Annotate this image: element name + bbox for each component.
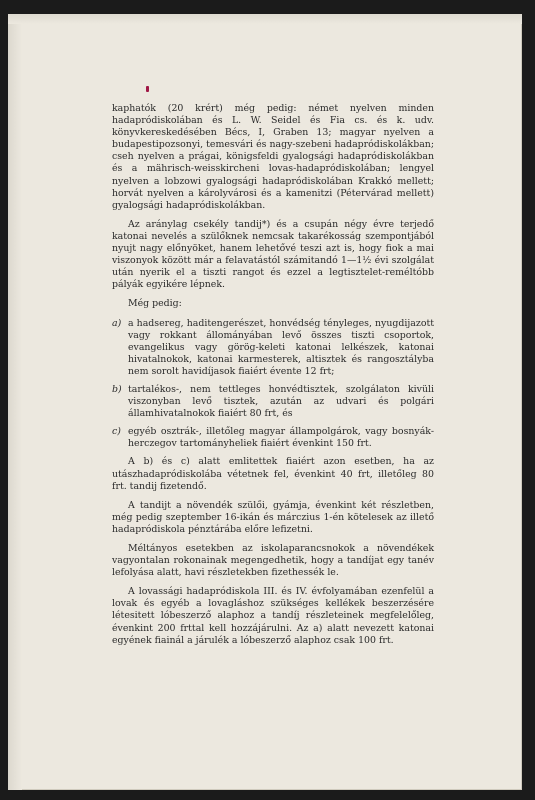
meg-pedig-heading: Még pedig: <box>128 298 182 310</box>
paragraph-6: A lovassági hadapródiskola III. és IV. évfolyamában ezenfelül a lovak és egyéb a lovagláshoz szükséges kellékek beszerzésére létesitett lóbeszerző alaphoz a tandíj részleteinek megfelelőleg, évenkint 200 frttal kell hozzájárulni. Az a) alatt nevezett katonai egyének fiainál a járulék a lóbeszerző alaphoz csak 100 frt. <box>112 586 434 646</box>
paragraph-4: A tandijt a növendék szülői, gyámja, évenkint két részletben, még pedig szeptember 16-ikán és márczius 1-én kötelesek az illető hadapródiskola pénztárába előre lefizetni. <box>112 499 434 535</box>
list-text: tartalékos-, nem tettleges honvédtisztek, szolgálaton kivüli viszonyban levő tisztek, azután az udvari és polgári államhivatalnokok fiaiért 80 frt, és <box>128 383 434 420</box>
list-item-b <box>112 384 434 420</box>
ink-mark <box>146 86 149 92</box>
page-fold-top <box>8 14 522 24</box>
paragraph-5: Méltányos esetekben az iskolaparancsnokok a növendékek vagyontalan rokonainak megengedhetik, hogy a tandíjat egy tanév lefolyása alatt, havi részletekben fizethessék le. <box>112 543 434 579</box>
paragraph-1: kaphatók (20 krért) még pedig: német nyelven minden hadapródiskolában és L. W. Seidel és Fia cs. és k. udv. könyvkereskedésében Bécs, I, Graben 13; magyar nyelven a budapestipozsonyi, temesvári és nagy-szebeni hadapródiskolákban; cseh nyelven a prágai, königsfeldi gyalogsági hadapródiskolákban és a mährisch-weisskircheni lovas-hadapródiskolában; lengyel nyelven a lobzowi gyalogsági hadapródiskolában Krakkó mellett; horvát nyelven a károlyvárosi és a kamenitzi (Pétervárad mellett) gyalogsági hadapródiskolákban. <box>112 103 434 211</box>
list-marker: a) <box>112 317 122 329</box>
list-marker: c) <box>112 426 121 438</box>
list-text: a hadsereg, haditengerészet, honvédség tényleges, nyugdijazott vagy rokkant állományában levő összes tiszti csoportok, evangelikus vagy görög-keleti katonai lelkészek, katonai hivatalnokok, katonai karmesterek, altisztek és rangosztályba nem sorolt havidíjasok fiaiért évente 12 frt; <box>128 317 434 377</box>
list-text: egyéb osztrák-, illetőleg magyar állampolgárok, vagy bosnyák-herczegov tartományheliek fiaiért évenkint 150 frt. <box>128 426 434 450</box>
document-body <box>112 103 434 654</box>
list-item-a <box>112 318 434 378</box>
list-item-c <box>112 426 434 450</box>
page-fold-left <box>8 14 22 790</box>
paragraph-2: Az aránylag csekély tandij*) és a csupán négy évre terjedő katonai nevelés a szülőknek nemcsak takarékosság szempontjából nyujt nagy előnyöket, hanem lehetővé teszi azt is, hogy fiok a mai viszonyok között már a felavatástól számitandó 1—1½ évi szolgálat után nyerik el a tiszti rangot és ezzel a legtisztelet-reméltóbb pályák egyikére lépnek. <box>112 218 434 291</box>
list-marker: b) <box>112 383 122 395</box>
paragraph-3: A b) és c) alatt emlitettek fiaiért azon esetben, ha az utászhadapródiskolába vétetnek fel, évenkint 40 frt, illetőleg 80 frt. tandij fizetendő. <box>112 456 434 492</box>
